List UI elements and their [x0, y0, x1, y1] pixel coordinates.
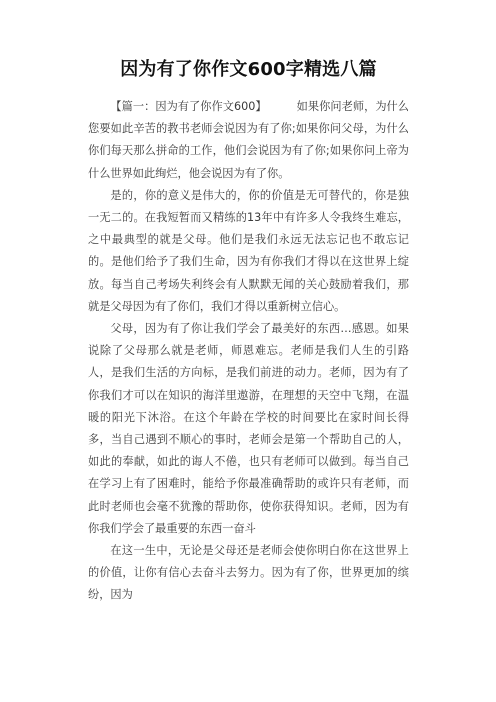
- paragraph-1-text: 如果你问老师，为什么您要如此辛苦的教书老师会说因为有了你;如果你问父母，为什么你们每天那么拼命的工作，他们会说因为有了你;如果你问上帝为什么世界如此绚烂，他会说因为有了你。: [88, 100, 409, 180]
- paragraph-4-text: 在这一生中，无论是父母还是老师会使你明白你在这世界上的价值，让你有信心去奋斗去努力。因为有了你，世界更加的缤纷，因为: [88, 544, 409, 602]
- paragraph-4: [88, 540, 409, 607]
- paragraph-2-text: 是的，你的意义是伟大的，你的价值是无可替代的，你是独一无二的。在我短暂而又精练的13年中有许多人令我终生难忘，之中最典型的就是父母。他们是我们永远无法忘记也不敢忘记的。是他们给予了我们生命，因为有你我们才得以在这世界上绽放。每当自己考场失利终会有人默默无闻的关心鼓励着我们，那就是父母因为有了你们，我们才得以重新树立信心。: [88, 188, 409, 313]
- paragraph-3-text: 父母，因为有了你让我们学会了最美好的东西…感恩。如果说除了父母那么就是老师，师恩难忘。老师是我们人生的引路人，是我们生活的方向标，是我们前进的动力。老师，因为有了你我们才可以在知识的海洋里遨游，在理想的天空中飞翔，在温暖的阳光下沐浴。在这个年龄在学校的时间要比在家时间长得多，当自己遇到不顺心的事时，老师会是第一个帮助自己的人，如此的奉献，如此的诲人不倦，也只有老师可以做到。每当自己在学习上有了困难时，能给予你最准确帮助的或许只有老师，而此时老师也会毫不犹豫的帮助你，使你获得知识。老师，因为有你我们学会了最重要的东西一奋斗: [88, 322, 409, 535]
- paragraph-3: [88, 318, 409, 540]
- paragraph-1: [88, 96, 409, 185]
- paragraph-2: [88, 185, 409, 318]
- document-title: 因为有了你作文600字精选八篇: [120, 59, 377, 80]
- section-heading: 【篇一：因为有了你作文600】: [110, 100, 267, 113]
